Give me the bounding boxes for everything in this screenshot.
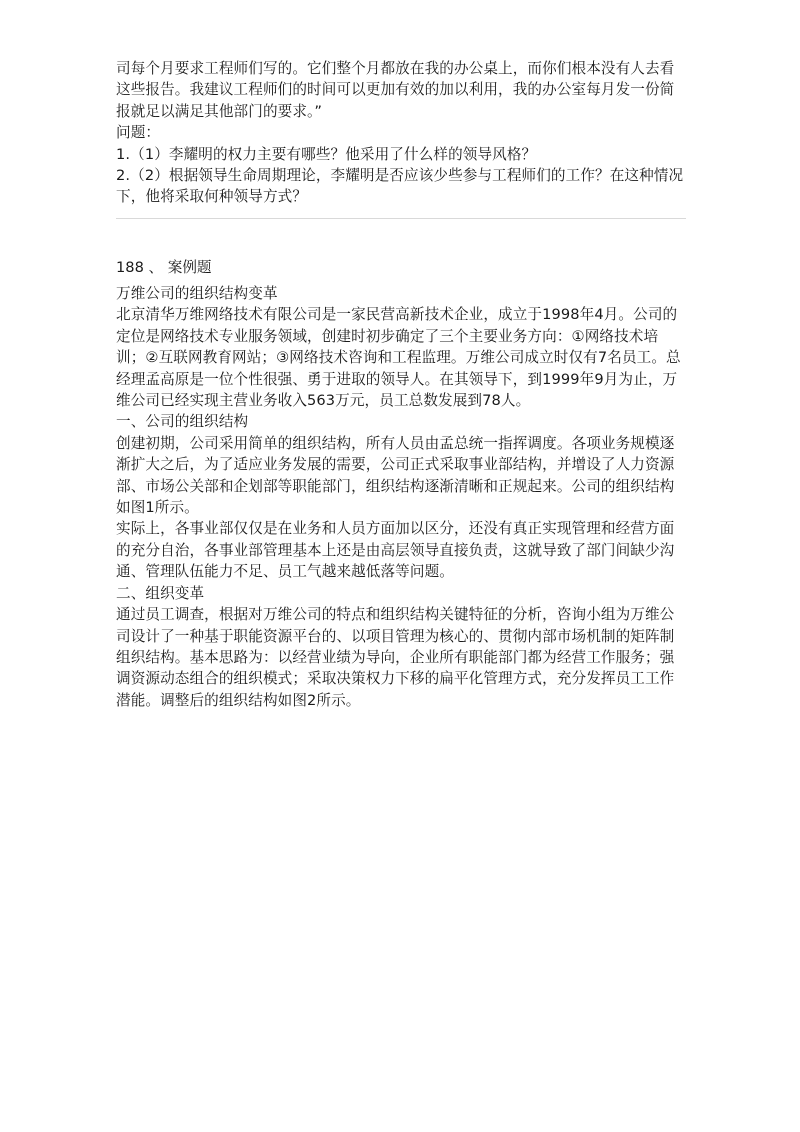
section2-paragraph1: 通过员工调查，根据对万维公司的特点和组织结构关键特征的分析，咨询小组为万维公司设计了一种基于职能资源平台的、以项目管理为核心的、贯彻内部市场机制的矩阵制组织结构。基本思路为：以经营业绩为导向，企业所有职能部门都为经营工作服务；强调资源动态组合的组织模式；采取决策权力下移的扁平化管理方式，充分发挥员工工作潜能。调整后的组织结构如图2所示。: [116, 606, 675, 709]
section1-paragraph2: 实际上，各事业部仅仅是在业务和人员方面加以区分，还没有真正实现管理和经营方面的充分自治，各事业部管理基本上还是由高层领导直接负责，这就导致了部门间缺少沟通、管理队伍能力不足、员工气越来越低落等问题。: [116, 520, 675, 581]
question-section: [116, 58, 686, 208]
questions-label: 问题：: [116, 124, 161, 142]
section2-title: 二、组织变革: [116, 584, 205, 602]
paragraph-continued: 司每个月要求工程师们写的。它们整个月都放在我的办公桌上，而你们根本没有人去看这些报告。我建议工程师们的时间可以更加有效的加以利用，我的办公室每月发一份简报就足以满足其他部门的要求。”: [116, 60, 675, 120]
case-number: 188 、 案例题: [116, 259, 212, 276]
case-title: 万维公司的组织结构变革: [116, 285, 278, 302]
section-divider: [116, 218, 686, 219]
case-intro: 北京清华万维网络技术有限公司是一家民营高新技术企业，成立于1998年4月。公司的定位是网络技术专业服务领域，创建时初步确定了三个主要业务方向：①网络技术培训；②互联网教育网站；③网络技术咨询和工程监理。万维公司成立时仅有7名员工。总经理孟高原是一位个性很强、勇于进取的领导人。在其领导下，到1999年9月为止，万维公司已经实现主营业务收入563万元，员工总数发展到78人。: [116, 306, 681, 410]
section1-title: 一、公司的组织结构: [116, 413, 249, 431]
case-section: [116, 257, 686, 711]
question-1: 1.（1）李耀明的权力主要有哪些？他采用了什么样的领导风格？: [116, 145, 537, 163]
question-2: 2.（2）根据领导生命周期理论，李耀明是否应该少些参与工程师们的工作？在这种情况下，他将采取何种领导方式？: [116, 167, 684, 206]
section1-paragraph1: 创建初期，公司采用简单的组织结构，所有人员由孟总统一指挥调度。各项业务规模逐渐扩大之后，为了适应业务发展的需要，公司正式采取事业部结构，并增设了人力资源部、市场公关部和企划部等职能部门，组织结构逐渐清晰和正规起来。公司的组织结构如图1所示。: [116, 434, 675, 517]
